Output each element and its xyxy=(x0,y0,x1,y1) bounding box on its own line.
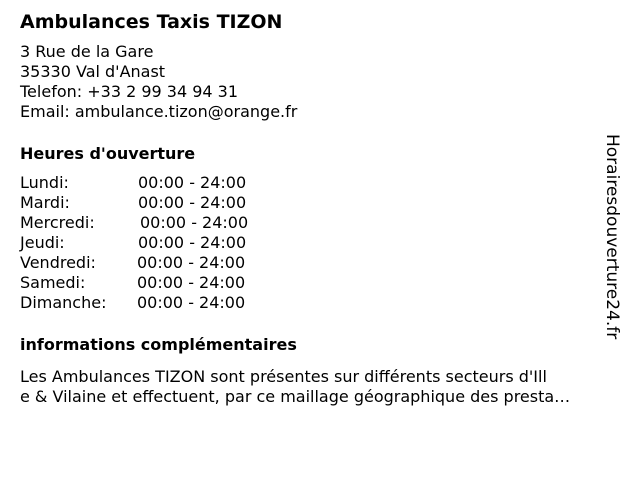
hours-row-saturday xyxy=(20,273,615,293)
time-range: 00:00 - 24:00 xyxy=(138,193,247,212)
time-range: 00:00 - 24:00 xyxy=(137,293,246,312)
time-range: 00:00 - 24:00 xyxy=(140,213,249,232)
time-range: 00:00 - 24:00 xyxy=(137,253,246,272)
description-line: e & Vilaine et effectuent, par ce maillage géographique des presta… xyxy=(20,387,571,406)
day-label: Lundi: xyxy=(20,173,69,192)
address-block xyxy=(20,42,615,122)
hours-row-friday xyxy=(20,253,615,273)
day-label: Mardi: xyxy=(20,193,70,212)
time-range: 00:00 - 24:00 xyxy=(138,173,247,192)
opening-hours-heading: Heures d'ouverture xyxy=(20,144,196,163)
additional-info-heading: informations complémentaires xyxy=(20,335,297,354)
postal-city: 35330 Val d'Anast xyxy=(20,62,166,81)
hours-row-thursday xyxy=(20,233,615,253)
hours-row-sunday xyxy=(20,293,615,313)
day-label: Dimanche: xyxy=(20,293,107,312)
street-address: 3 Rue de la Gare xyxy=(20,42,154,61)
phone-number: Telefon: +33 2 99 34 94 31 xyxy=(20,82,239,101)
additional-info-text xyxy=(20,367,615,407)
site-watermark: Horairesdouverture24.fr xyxy=(602,134,622,340)
time-range: 00:00 - 24:00 xyxy=(137,273,246,292)
hours-row-monday xyxy=(20,173,615,193)
hours-row-tuesday xyxy=(20,193,615,213)
time-range: 00:00 - 24:00 xyxy=(138,233,247,252)
day-label: Mercredi: xyxy=(20,213,95,232)
email-address: Email: ambulance.tizon@orange.fr xyxy=(20,102,298,121)
day-label: Jeudi: xyxy=(20,233,65,252)
hours-row-wednesday xyxy=(20,213,615,233)
description-line: Les Ambulances TIZON sont présentes sur différents secteurs d'Ill xyxy=(20,367,547,386)
day-label: Samedi: xyxy=(20,273,86,292)
business-card xyxy=(20,10,615,407)
business-name: Ambulances Taxis TIZON xyxy=(20,11,283,33)
day-label: Vendredi: xyxy=(20,253,96,272)
opening-hours-table xyxy=(20,173,615,313)
